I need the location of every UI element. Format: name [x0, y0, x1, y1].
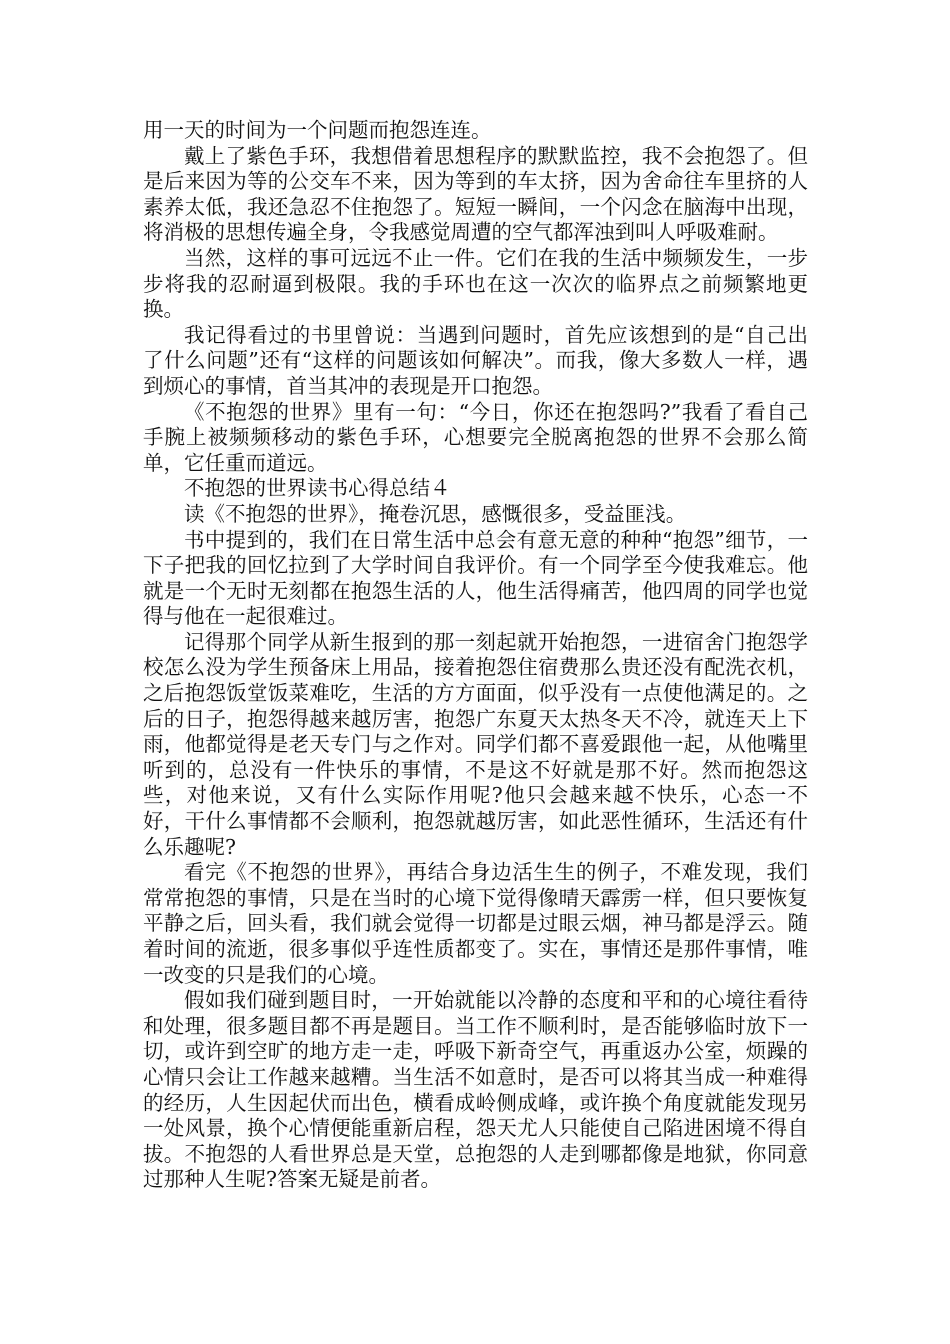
paragraph: 读《不抱怨的世界》，掩卷沉思，感慨很多，受益匪浅。 — [184, 501, 687, 526]
document-body — [143, 118, 808, 1193]
section-heading: 不抱怨的世界读书心得总结４ — [184, 476, 451, 501]
paragraph: 用一天的时间为一个问题而抱怨连连。 — [143, 118, 492, 142]
paragraph: 《不抱怨的世界》里有一句：“今日，你还在抱怨吗?”我看了看自己手腕上被频频移动的紫色手环，心想要完全脱离抱怨的世界不会那么简单，它任重而道远。 — [143, 399, 808, 475]
paragraph: 记得那个同学从新生报到的那一刻起就开始抱怨，一进宿舍门抱怨学校怎么没为学生预备床上用品，接着抱怨住宿费那么贵还没有配洗衣机，之后抱怨饭堂饭菜难吃，生活的方方面面，似乎没有一点使他满足的。之后的日子，抱怨得越来越厉害，抱怨广东夏天太热冬天不冷，就连天上下雨，他都觉得是老天专门与之作对。同学们都不喜爱跟他一起，从他嘴里听到的，总没有一件快乐的事情，不是这不好就是那不好。然而抱怨这些，对他来说，又有什么实际作用呢?他只会越来越不快乐，心态一不好，干什么事情都不会顺利，抱怨就越厉害，如此恶性循环，生活还有什么乐趣呢? — [143, 629, 808, 859]
paragraph: 书中提到的，我们在日常生活中总会有意无意的种种“抱怨”细节，一下子把我的回忆拉到了大学时间自我评价。有一个同学至今使我难忘。他就是一个无时无刻都在抱怨生活的人，他生活得痛苦，他四周的同学也觉得与他在一起很难过。 — [143, 527, 808, 629]
paragraph: 戴上了紫色手环，我想借着思想程序的默默监控，我不会抱怨了。但是后来因为等的公交车不来，因为等到的车太挤，因为舍命往车里挤的人素养太低，我还急忍不住抱怨了。短短一瞬间，一个闪念在脑海中出现，将消极的思想传遍全身，令我感觉周遭的空气都浑浊到叫人呼吸难耐。 — [143, 143, 808, 245]
paragraph: 假如我们碰到题目时，一开始就能以冷静的态度和平和的心境往看待和处理，很多题目都不再是题目。当工作不顺利时，是否能够临时放下一切，或许到空旷的地方走一走，呼吸下新奇空气，再重返办公室，烦躁的心情只会让工作越来越糟。当生活不如意时，是否可以将其当成一种难得的经历，人生因起伏而出色，横看成岭侧成峰，或许换个角度就能发现另一处风景，换个心情便能重新启程，怨天尤人只能使自己陷进困境不得自拔。不抱怨的人看世界总是天堂，总抱怨的人走到哪都像是地狱，你同意过那种人生呢?答案无疑是前者。 — [143, 988, 808, 1192]
paragraph: 我记得看过的书里曾说：当遇到问题时，首先应该想到的是“自己出了什么问题”还有“这样的问题该如何解决”。而我，像大多数人一样，遇到烦心的事情，首当其冲的表现是开口抱怨。 — [143, 322, 808, 398]
paragraph: 看完《不抱怨的世界》，再结合身边活生生的例子，不难发现，我们常常抱怨的事情，只是在当时的心境下觉得像晴天霹雳一样，但只要恢复平静之后，回头看，我们就会觉得一切都是过眼云烟，神马都是浮云。随着时间的流逝，很多事似乎连性质都变了。实在，事情还是那件事情，唯一改变的只是我们的心境。 — [143, 860, 808, 987]
paragraph: 当然，这样的事可远远不止一件。它们在我的生活中频频发生，一步步将我的忍耐逼到极限。我的手环也在这一次次的临界点之前频繁地更换。 — [143, 245, 808, 322]
